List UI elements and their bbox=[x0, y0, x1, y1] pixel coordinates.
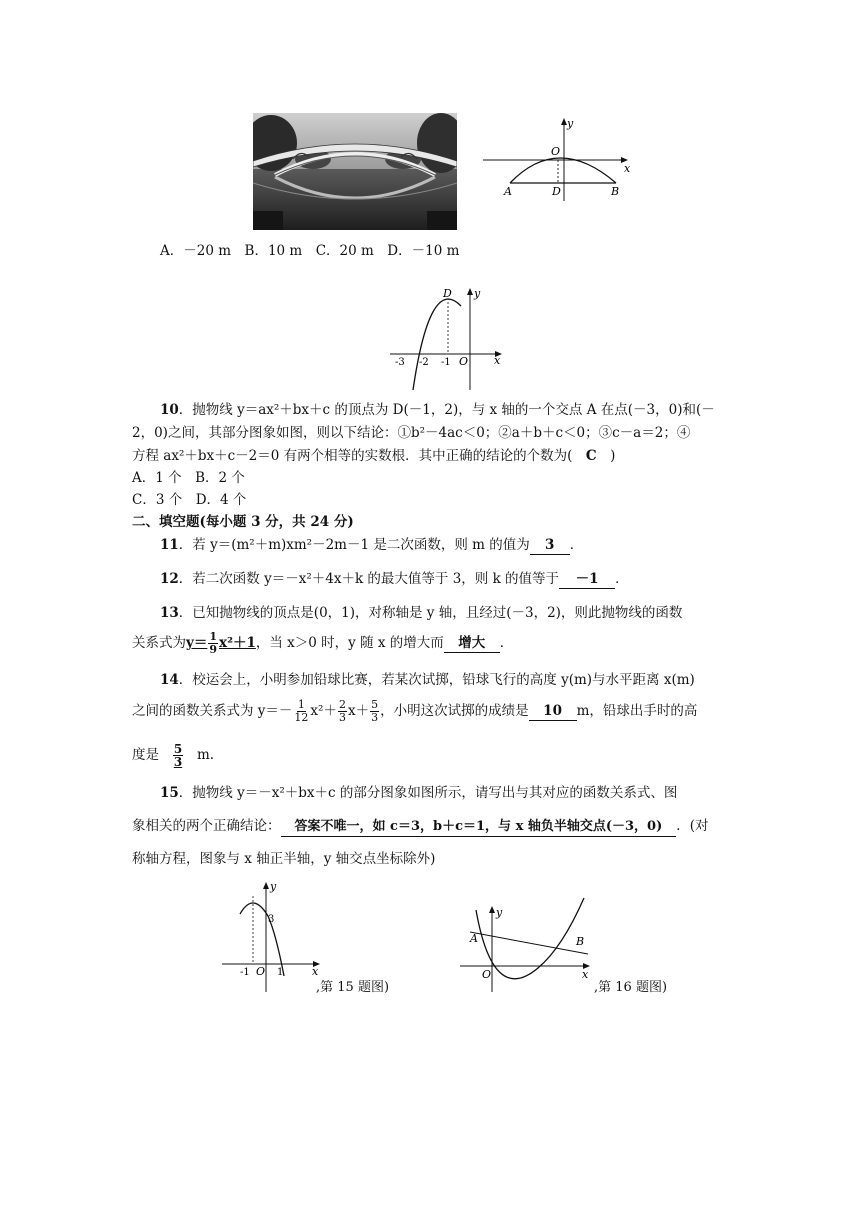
q10-options-ab: A．1 个 B．2 个 bbox=[132, 470, 245, 486]
fig15-y-label: y bbox=[270, 880, 277, 893]
bridge-d-label: D bbox=[552, 185, 561, 198]
fig16-a-label: A bbox=[470, 932, 478, 945]
q15-text2: 象相关的两个正确结论： bbox=[132, 818, 281, 834]
bridge-o-label: O bbox=[551, 145, 561, 158]
q10-y-label: y bbox=[474, 287, 481, 300]
bridge-diagram bbox=[478, 113, 638, 203]
q10-text1: ．抛物线 y＝ax²＋bx＋c 的顶点为 D(－1，2)，与 x 轴的一个交点 A 在点(－3，0)和(－ bbox=[178, 402, 715, 418]
q14-term2: x＋ bbox=[347, 703, 370, 719]
q14-text2-mid: ，小明这次试掷的成绩是 bbox=[380, 703, 529, 719]
q11 bbox=[160, 535, 583, 555]
q13-text2-mid: ，当 x＞0 时，y 随 x 的增大而 bbox=[255, 635, 444, 651]
fig16-o-label: O bbox=[482, 968, 492, 981]
q11-number: 11 bbox=[160, 537, 179, 553]
q12-answer: －1 bbox=[559, 570, 615, 589]
q14-answer1: 10 bbox=[529, 702, 577, 721]
q14-line2 bbox=[132, 697, 697, 725]
q14-text3-end: m. bbox=[197, 747, 215, 763]
q14-frac2: $\frac{2}{3}$ bbox=[338, 698, 346, 724]
fig16-b-label: B bbox=[576, 935, 585, 948]
q12-text: ．若二次函数 y＝－x²＋4x＋k 的最大值等于 3，则 k 的值等于 bbox=[178, 571, 560, 587]
q10-d-label: D bbox=[443, 287, 452, 300]
fig15-one-label: 1 bbox=[277, 967, 284, 978]
q10-m3-label: -3 bbox=[395, 357, 405, 368]
q13-answer1: y＝ $\frac{1}{9}$ x²＋1 bbox=[186, 630, 256, 656]
q10-m1-label: -1 bbox=[441, 357, 451, 368]
fig16-y-label: y bbox=[496, 906, 503, 919]
q10-graph bbox=[388, 284, 508, 392]
q10-options-cd: C．3 个 D．4 个 bbox=[132, 492, 247, 508]
q12-number: 12 bbox=[160, 571, 179, 587]
q10-m2-label: -2 bbox=[419, 357, 429, 368]
figure-16 bbox=[458, 896, 688, 996]
q11-text: ．若 y＝(m²＋m)xm²－2m－1 是二次函数，则 m 的值为 bbox=[178, 537, 530, 553]
section-heading: 二、填空题(每小题 3 分，共 24 分) bbox=[132, 514, 354, 530]
q13-answer2: 增大 bbox=[444, 634, 500, 653]
q14-frac3: $\frac{5}{3}$ bbox=[371, 698, 379, 724]
q14-line1 bbox=[160, 670, 695, 690]
q14-term1: x²＋ bbox=[310, 703, 337, 719]
q10-answer: C bbox=[585, 448, 597, 464]
q13-text2: 关系式为 bbox=[132, 635, 186, 651]
q15-line2 bbox=[132, 816, 709, 837]
fig15-o-label: O bbox=[256, 965, 266, 978]
q15-text2-end: ．(对 bbox=[676, 818, 709, 834]
bridge-x-label: x bbox=[624, 162, 631, 175]
q12-end: ． bbox=[615, 571, 629, 587]
q15-line3: 称轴方程，图象与 x 轴正半轴，y 轴交点坐标除外) bbox=[132, 851, 436, 867]
q10-x-label: x bbox=[494, 354, 501, 367]
q13-line2 bbox=[132, 630, 513, 656]
q10-number: 10 bbox=[160, 402, 179, 418]
q14-text3: 度是 bbox=[132, 747, 159, 763]
q14-text1: ．校运会上，小明参加铅球比赛，若某次试掷，铅球飞行的高度 y(m)与水平距离 x(m) bbox=[178, 672, 695, 688]
bridge-y-label: y bbox=[567, 117, 574, 130]
fig15-three-label: 3 bbox=[268, 914, 275, 925]
q9-choices: A．－20 m B．10 m C．20 m D．－10 m bbox=[160, 243, 460, 259]
q11-end: ． bbox=[569, 537, 584, 553]
q10-text3-end: ) bbox=[596, 448, 616, 464]
q15-line1 bbox=[160, 783, 677, 803]
q10-line3 bbox=[132, 446, 615, 466]
q14-answer2: $\frac{5}{3}$ bbox=[173, 742, 183, 769]
bridge-a-label: A bbox=[504, 185, 512, 198]
fig15-m1-label: -1 bbox=[240, 967, 250, 978]
q14-number: 14 bbox=[160, 672, 179, 688]
q14-frac1: $\frac{1}{12}$ bbox=[294, 698, 309, 724]
q10-text3: 方程 ax²＋bx＋c－2＝0 有两个相等的实数根．其中正确的结论的个数为( bbox=[132, 448, 586, 464]
q14-text2-end: m，铅球出手时的高 bbox=[576, 703, 698, 719]
q15-number: 15 bbox=[160, 785, 179, 801]
q10-o-label: O bbox=[459, 355, 469, 368]
bridge-b-label: B bbox=[611, 185, 620, 198]
q14-text2: 之间的函数关系式为 y＝－ bbox=[132, 703, 293, 719]
q13-text1: ．已知抛物线的顶点是(0，1)，对称轴是 y 轴，且经过(－3，2)，则此抛物线的函数 bbox=[178, 605, 683, 621]
fig15-caption: ,第 15 题图) bbox=[316, 980, 390, 995]
q10-line1 bbox=[160, 400, 715, 420]
fig16-x-label: x bbox=[582, 968, 589, 981]
figure-15 bbox=[220, 876, 410, 996]
fig15-x-label: x bbox=[312, 965, 319, 978]
bridge-photo bbox=[253, 113, 457, 230]
q10-line2: 2，0)之间，其部分图象如图，则以下结论：①b²－4ac＜0；②a＋b＋c＜0；③c－a＝2；④ bbox=[132, 425, 691, 441]
q14-line3 bbox=[132, 741, 214, 769]
q15-text1: ．抛物线 y＝－x²＋bx＋c 的部分图象如图所示，请写出与其对应的函数关系式、图 bbox=[178, 785, 678, 801]
fig16-caption: ,第 16 题图) bbox=[594, 980, 668, 995]
q15-answer: 答案不唯一，如 c＝3，b＋c＝1，与 x 轴负半轴交点(－3，0) bbox=[281, 818, 677, 837]
q13-line1 bbox=[160, 603, 682, 623]
q13-end: ． bbox=[499, 635, 514, 651]
q12 bbox=[160, 569, 629, 589]
q13-number: 13 bbox=[160, 605, 179, 621]
q11-answer: 3 bbox=[530, 536, 570, 555]
